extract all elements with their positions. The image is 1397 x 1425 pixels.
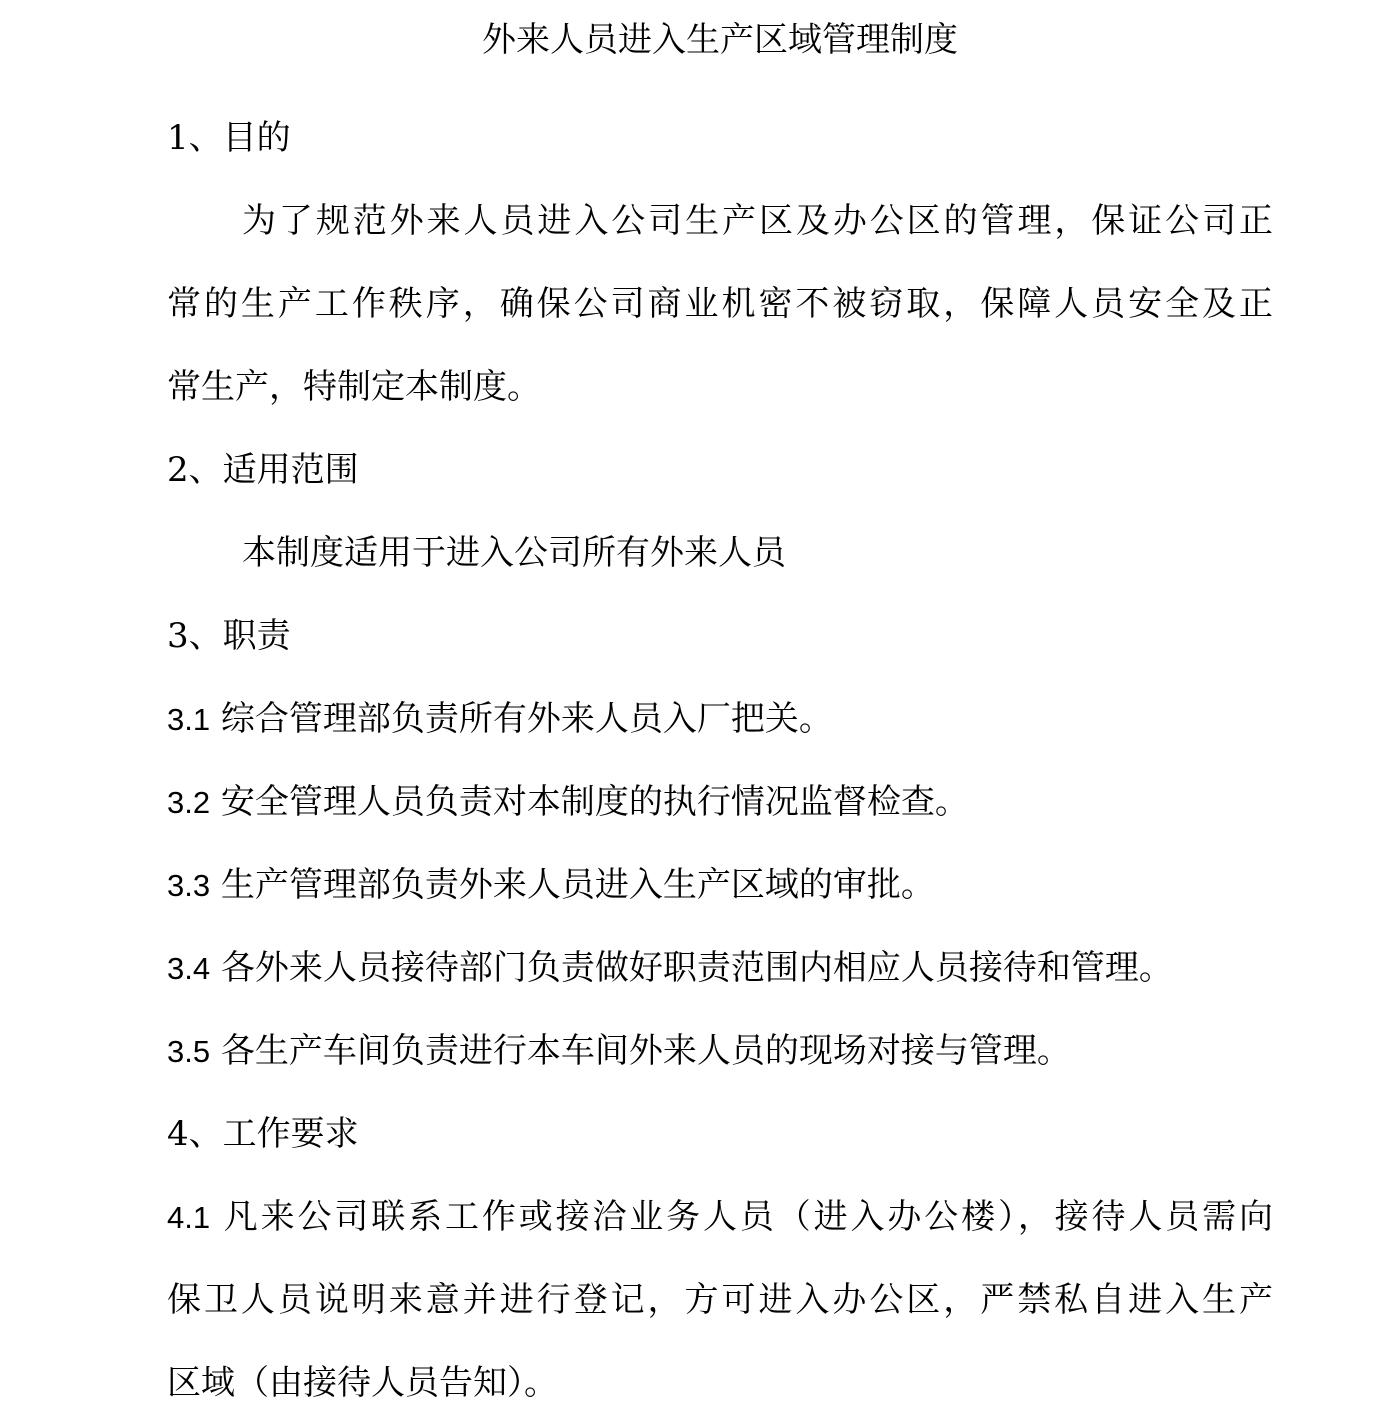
paragraph-line: 为了规范外来人员进入公司生产区及办公区的管理，保证公司正 <box>242 201 1273 241</box>
item-text: 生产管理部负责外来人员进入生产区域的审批。 <box>220 865 935 905</box>
paragraph-line: 保卫人员说明来意并进行登记，方可进入办公区，严禁私自进入生产 <box>167 1280 1273 1320</box>
item-number: 3.1 <box>167 702 211 737</box>
list-item <box>167 844 1273 927</box>
list-item <box>167 1176 1273 1259</box>
section-heading-scope: 2、适用范围 <box>167 450 359 490</box>
item-number: 3.3 <box>167 868 211 903</box>
paragraph-line: 常的生产工作秩序，确保公司商业机密不被窃取，保障人员安全及正 <box>167 284 1273 324</box>
paragraph-line: 区域（由接待人员告知）。 <box>167 1363 558 1403</box>
paragraph-line: 常生产，特制定本制度。 <box>167 367 541 407</box>
item-number: 3.4 <box>167 951 211 986</box>
document-title: 外来人员进入生产区域管理制度 <box>482 20 958 60</box>
item-number: 4.1 <box>167 1200 211 1235</box>
list-item <box>167 1010 1273 1093</box>
section-heading-responsibilities: 3、职责 <box>167 616 291 656</box>
list-item <box>167 927 1273 1010</box>
item-text: 凡来公司联系工作或接洽业务人员（进入办公楼），接待人员需向 <box>223 1197 1273 1237</box>
list-item <box>167 678 1273 761</box>
paragraph-line: 本制度适用于进入公司所有外来人员 <box>242 533 786 573</box>
item-text: 综合管理部负责所有外来人员入厂把关。 <box>220 699 833 739</box>
item-number: 3.5 <box>167 1034 211 1069</box>
item-number: 3.2 <box>167 785 211 820</box>
item-text: 各生产车间负责进行本车间外来人员的现场对接与管理。 <box>220 1031 1071 1071</box>
section-heading-purpose: 1、目的 <box>167 118 291 158</box>
item-text: 各外来人员接待部门负责做好职责范围内相应人员接待和管理。 <box>220 948 1173 988</box>
item-text: 安全管理人员负责对本制度的执行情况监督检查。 <box>220 782 969 822</box>
section-heading-work-requirements: 4、工作要求 <box>167 1114 359 1154</box>
document-body <box>167 97 1273 1425</box>
list-item <box>167 761 1273 844</box>
